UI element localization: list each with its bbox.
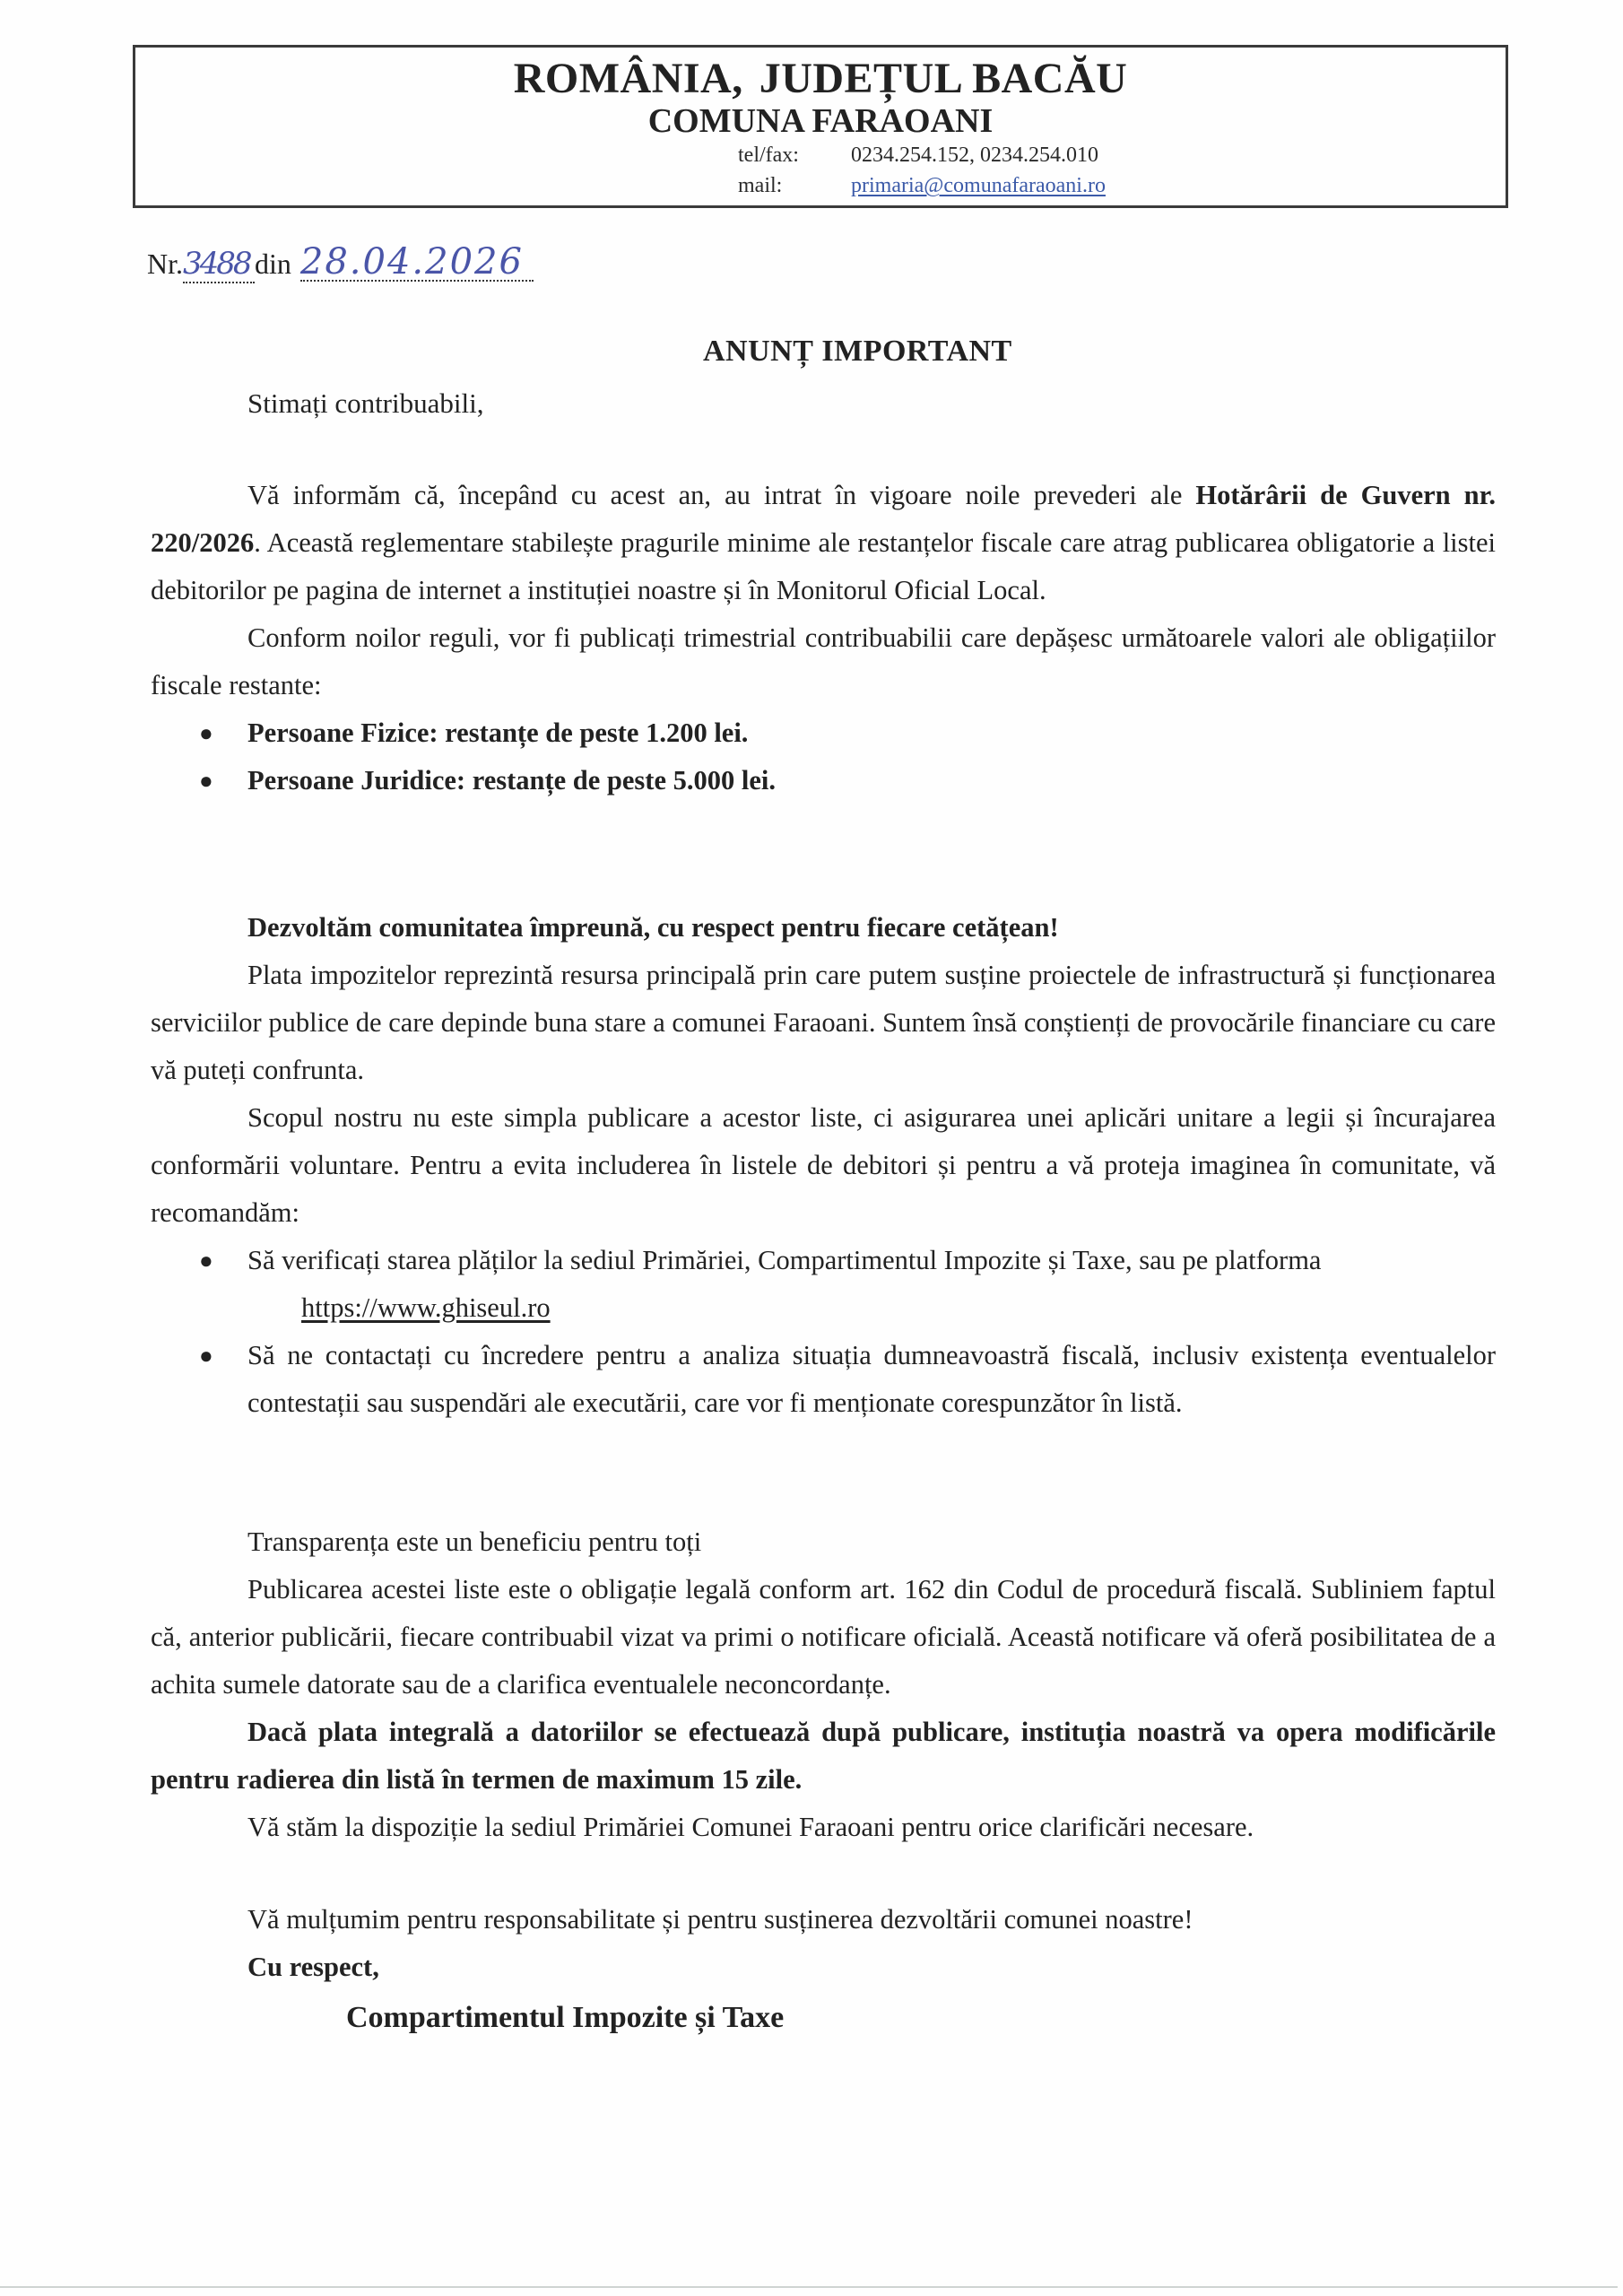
closing-line: Cu respect, bbox=[247, 1952, 379, 1982]
intro-text-continued: . Această reglementare stabilește pragurile minime ale restanțelor fiscale care atrag publicarea obligatorie a listei debitorilor pe pagina de internet a instituției noastre și în Monitorul Oficial Local. bbox=[151, 527, 1496, 605]
intro-section bbox=[151, 472, 1496, 804]
availability-paragraph: Vă stăm la dispoziție la sediul Primăriei Comunei Faraoani pentru orice clarificări necesare. bbox=[247, 1812, 1254, 1842]
registration-line bbox=[147, 241, 534, 283]
closing-section bbox=[151, 1896, 1496, 1991]
email-link[interactable]: primaria@comunafaraoani.ro bbox=[851, 174, 1106, 197]
letterhead-title bbox=[135, 55, 1506, 103]
transparency-section bbox=[151, 1518, 1496, 1851]
intro-text: Vă informăm că, începând cu acest an, au intrat în vigoare noile prevederi ale bbox=[247, 480, 1196, 510]
phone-label: tel/fax: bbox=[738, 144, 799, 167]
ghiseul-link[interactable]: https://www.ghiseul.ro bbox=[301, 1292, 551, 1323]
community-heading: Dezvoltăm comunitatea împreună, cu respect pentru fiecare cetățean! bbox=[247, 912, 1059, 943]
registration-number: 3488 bbox=[183, 246, 255, 283]
intro-paragraph bbox=[151, 472, 1496, 614]
community-paragraph: Plata impozitelor reprezintă resursa principală prin care putem susține proiectele de infrastructură și funcționarea serviciilor publice de care depinde buna stare a comunei Faraoani. Suntem însă conștienți de provocările financiare cu care vă puteți confrunta. bbox=[151, 960, 1496, 1085]
community-section bbox=[151, 904, 1496, 1427]
contact-email bbox=[738, 173, 1106, 198]
registration-date: 28.04.2026 bbox=[300, 244, 534, 282]
threshold-item bbox=[151, 757, 1496, 804]
signature-department: Compartimentul Impozite și Taxe bbox=[346, 2001, 785, 2034]
title-county: JUDEȚUL BACĂU bbox=[759, 55, 1128, 102]
removal-paragraph: Dacă plata integrală a datoriilor se efectuează după publicare, instituția noastră va opera modificările pentru radierea din listă în termen de maximum 15 zile. bbox=[151, 1717, 1496, 1795]
bullet-icon: ● bbox=[199, 768, 213, 794]
phone-value: 0234.254.152, 0234.254.010 bbox=[851, 144, 1098, 167]
threshold-text: Persoane Fizice: restanțe de peste 1.200 lei. bbox=[247, 718, 749, 748]
threshold-text: Persoane Juridice: restanțe de peste 5.000 lei. bbox=[247, 765, 776, 796]
letterhead-box bbox=[133, 45, 1508, 208]
threshold-list bbox=[151, 709, 1496, 804]
bullet-icon: ● bbox=[199, 1248, 213, 1274]
nr-label: Nr. bbox=[147, 248, 183, 280]
threshold-item bbox=[151, 709, 1496, 757]
title-country: ROMÂNIA, bbox=[513, 55, 743, 102]
thanks-line: Vă mulțumim pentru responsabilitate și pentru susținerea dezvoltării comunei noastre! bbox=[247, 1904, 1193, 1935]
recommendation-text: Să verificați starea plăților la sediul Primăriei, Compartimentul Impozite și Taxe, sau pe platforma bbox=[247, 1245, 1322, 1275]
recommendation-list bbox=[151, 1237, 1496, 1427]
din-label: din bbox=[255, 248, 291, 280]
bullet-icon: ● bbox=[199, 1343, 213, 1369]
purpose-paragraph: Scopul nostru nu este simpla publicare a acestor liste, ci asigurarea unei aplicări unitare a legii și încurajarea conformării voluntare. Pentru a evita includerea în listele de debitori și pentru a vă proteja imaginea în comunitate, vă recomandăm: bbox=[151, 1102, 1496, 1228]
scan-edge-line bbox=[0, 2286, 1618, 2288]
recommendation-text: Să ne contactați cu încredere pentru a analiza situația dumneavoastră fiscală, inclusiv existența eventualelor contestații sau suspendări ale executării, care vor fi menționate corespunzător în listă. bbox=[247, 1340, 1496, 1418]
announcement-title: ANUNȚ IMPORTANT bbox=[703, 335, 1012, 368]
recommendation-item bbox=[151, 1237, 1496, 1332]
rules-paragraph: Conform noilor reguli, vor fi publicați trimestrial contribuabilii care depășesc următoarele valori ale obligațiilor fiscale restante: bbox=[151, 622, 1496, 700]
transparency-heading: Transparența este un beneficiu pentru toți bbox=[247, 1526, 702, 1557]
email-label: mail: bbox=[738, 174, 783, 197]
salutation: Stimați contribuabili, bbox=[247, 387, 484, 419]
contact-phone bbox=[738, 143, 1098, 168]
decision-reference: Hotărârii de Guvern nr. 220/2026 bbox=[151, 480, 1497, 558]
recommendation-item bbox=[151, 1332, 1496, 1427]
bullet-icon: ● bbox=[199, 720, 213, 746]
letterhead-commune: COMUNA FARAOANI bbox=[647, 102, 994, 140]
legal-paragraph: Publicarea acestei liste este o obligație legală conform art. 162 din Codul de procedură fiscală. Subliniem faptul că, anterior publicării, fiecare contribuabil vizat va primi o notificare oficială. Această notificare vă oferă posibilitatea de a achita sumele datorate sau de a clarifica eventualele neconcordanțe. bbox=[151, 1574, 1496, 1700]
